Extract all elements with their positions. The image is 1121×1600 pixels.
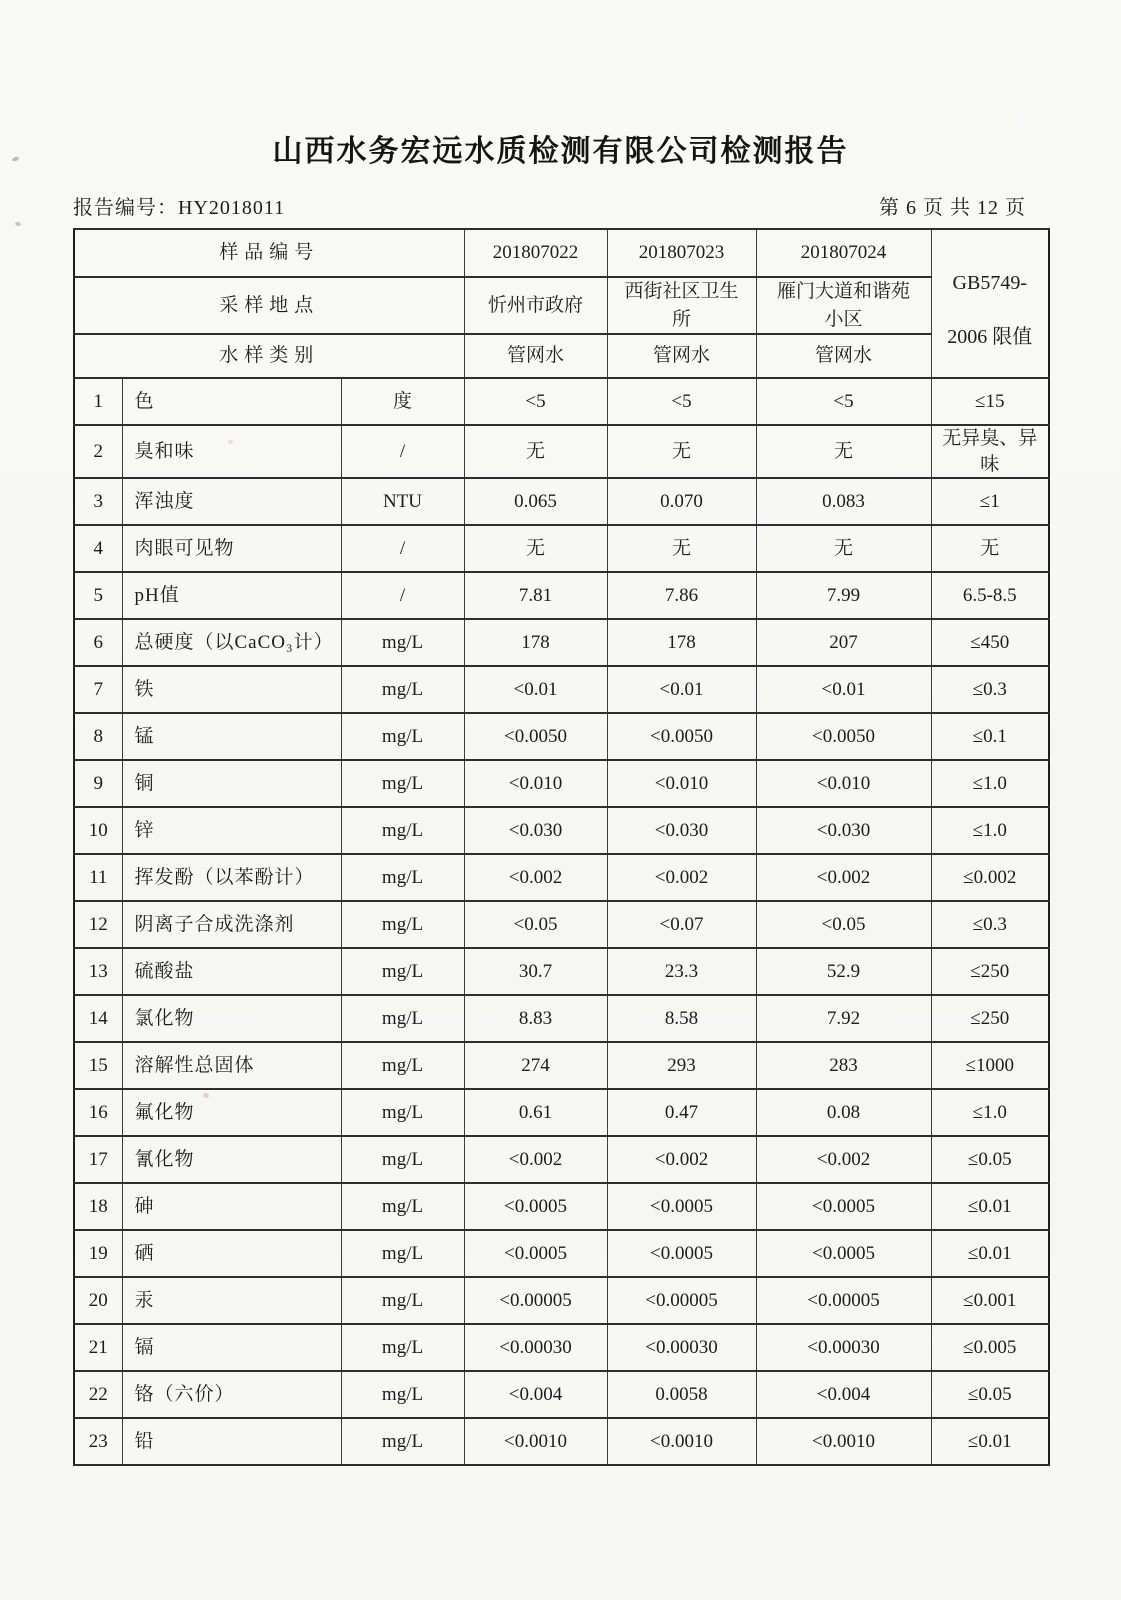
unit: mg/L	[341, 1042, 464, 1089]
results-table	[73, 228, 1050, 1466]
row-number: 8	[74, 713, 122, 760]
value-sample-3: <0.010	[756, 760, 931, 807]
value-sample-1: 0.065	[464, 478, 607, 525]
unit: mg/L	[341, 619, 464, 666]
table-row	[74, 1230, 1049, 1277]
value-sample-2: <0.07	[607, 901, 756, 948]
sample-no-1: 201807022	[464, 229, 607, 277]
value-sample-3: <0.002	[756, 854, 931, 901]
row-number: 15	[74, 1042, 122, 1089]
value-sample-3: <0.0005	[756, 1183, 931, 1230]
value-sample-2: <0.030	[607, 807, 756, 854]
limit-value: ≤1.0	[931, 1089, 1049, 1136]
item-name: 硒	[122, 1230, 341, 1277]
table-row	[74, 572, 1049, 619]
limit-value: ≤0.3	[931, 666, 1049, 713]
value-sample-1: <0.00030	[464, 1324, 607, 1371]
limit-header-line2: 2006 限值	[947, 326, 1033, 349]
limit-value: 无	[931, 525, 1049, 572]
unit: mg/L	[341, 713, 464, 760]
item-name: 汞	[122, 1277, 341, 1324]
value-sample-3: <0.00005	[756, 1277, 931, 1324]
sampling-site-label: 采样地点	[74, 277, 464, 334]
value-sample-2: <0.0005	[607, 1183, 756, 1230]
value-sample-2: 8.58	[607, 995, 756, 1042]
limit-value: ≤0.3	[931, 901, 1049, 948]
value-sample-2: 178	[607, 619, 756, 666]
row-number: 20	[74, 1277, 122, 1324]
value-sample-2: 无	[607, 425, 756, 478]
table-row	[74, 854, 1049, 901]
row-number: 14	[74, 995, 122, 1042]
unit: mg/L	[341, 666, 464, 713]
value-sample-1: <0.01	[464, 666, 607, 713]
row-number: 3	[74, 478, 122, 525]
row-number: 9	[74, 760, 122, 807]
limit-value: ≤0.005	[931, 1324, 1049, 1371]
row-number: 17	[74, 1136, 122, 1183]
value-sample-3: <0.0010	[756, 1418, 931, 1465]
unit: mg/L	[341, 1418, 464, 1465]
limit-value: ≤1.0	[931, 760, 1049, 807]
limit-value: ≤15	[931, 378, 1049, 425]
report-meta	[73, 191, 1048, 220]
limit-value: ≤0.01	[931, 1230, 1049, 1277]
unit: mg/L	[341, 948, 464, 995]
item-name: 阴离子合成洗涤剂	[122, 901, 341, 948]
value-sample-2: <0.002	[607, 854, 756, 901]
limit-value: ≤0.05	[931, 1136, 1049, 1183]
unit: mg/L	[341, 807, 464, 854]
item-name: 总硬度（以CaCO₃计）	[122, 619, 341, 666]
limit-value: 无异臭、异味	[931, 425, 1049, 478]
limit-header	[931, 229, 1049, 378]
row-number: 10	[74, 807, 122, 854]
limit-value: ≤1000	[931, 1042, 1049, 1089]
row-number: 6	[74, 619, 122, 666]
row-number: 12	[74, 901, 122, 948]
limit-value: ≤1	[931, 478, 1049, 525]
page-title: 山西水务宏远水质检测有限公司检测报告	[272, 135, 849, 168]
value-sample-1: <5	[464, 378, 607, 425]
unit: mg/L	[341, 995, 464, 1042]
unit: mg/L	[341, 901, 464, 948]
item-name: 臭和味	[122, 425, 341, 478]
value-sample-1: <0.0005	[464, 1230, 607, 1277]
sampling-site-1: 忻州市政府	[464, 277, 607, 334]
sampling-site-2: 西街社区卫生所	[607, 277, 756, 334]
header-row-sample-no	[74, 229, 1049, 277]
value-sample-3: <0.004	[756, 1371, 931, 1418]
unit: mg/L	[341, 1371, 464, 1418]
unit: /	[341, 425, 464, 478]
limit-value: ≤0.01	[931, 1418, 1049, 1465]
item-name: pH值	[122, 572, 341, 619]
limit-value: ≤250	[931, 995, 1049, 1042]
report-number: 报告编号：HY2018011	[73, 197, 286, 219]
sampling-site-3: 雁门大道和谐苑小区	[756, 277, 931, 334]
item-name: 铅	[122, 1418, 341, 1465]
table-row	[74, 760, 1049, 807]
table-row	[74, 1089, 1049, 1136]
value-sample-1: <0.05	[464, 901, 607, 948]
value-sample-1: 无	[464, 425, 607, 478]
table-row	[74, 1324, 1049, 1371]
value-sample-3: <0.030	[756, 807, 931, 854]
value-sample-3: <0.0005	[756, 1230, 931, 1277]
limit-value: ≤0.01	[931, 1183, 1049, 1230]
value-sample-1: 7.81	[464, 572, 607, 619]
value-sample-1: <0.0005	[464, 1183, 607, 1230]
unit: mg/L	[341, 760, 464, 807]
value-sample-1: 无	[464, 525, 607, 572]
row-number: 18	[74, 1183, 122, 1230]
value-sample-1: <0.0050	[464, 713, 607, 760]
row-number: 16	[74, 1089, 122, 1136]
value-sample-3: 52.9	[756, 948, 931, 995]
value-sample-2: <0.0050	[607, 713, 756, 760]
table-row	[74, 1042, 1049, 1089]
row-number: 5	[74, 572, 122, 619]
value-sample-2: 293	[607, 1042, 756, 1089]
row-number: 11	[74, 854, 122, 901]
value-sample-1: <0.004	[464, 1371, 607, 1418]
table-row	[74, 1183, 1049, 1230]
item-name: 肉眼可见物	[122, 525, 341, 572]
item-name: 浑浊度	[122, 478, 341, 525]
unit: /	[341, 525, 464, 572]
value-sample-1: <0.030	[464, 807, 607, 854]
row-number: 19	[74, 1230, 122, 1277]
unit: NTU	[341, 478, 464, 525]
value-sample-3: 207	[756, 619, 931, 666]
table-row	[74, 1136, 1049, 1183]
unit: mg/L	[341, 1324, 464, 1371]
value-sample-2: 0.0058	[607, 1371, 756, 1418]
value-sample-1: 178	[464, 619, 607, 666]
value-sample-1: 8.83	[464, 995, 607, 1042]
item-name: 挥发酚（以苯酚计）	[122, 854, 341, 901]
limit-value: ≤0.05	[931, 1371, 1049, 1418]
sample-no-2: 201807023	[607, 229, 756, 277]
value-sample-3: 0.083	[756, 478, 931, 525]
item-name: 氰化物	[122, 1136, 341, 1183]
table-row	[74, 525, 1049, 572]
table-row	[74, 995, 1049, 1042]
limit-header-line1: GB5749-	[952, 272, 1027, 295]
header-row-sampling-site	[74, 277, 1049, 334]
row-number: 23	[74, 1418, 122, 1465]
value-sample-1: 30.7	[464, 948, 607, 995]
row-number: 7	[74, 666, 122, 713]
value-sample-2: <0.00005	[607, 1277, 756, 1324]
value-sample-2: 23.3	[607, 948, 756, 995]
value-sample-1: <0.00005	[464, 1277, 607, 1324]
value-sample-3: <0.0050	[756, 713, 931, 760]
row-number: 13	[74, 948, 122, 995]
limit-value: ≤450	[931, 619, 1049, 666]
row-number: 1	[74, 378, 122, 425]
results-body	[74, 378, 1049, 1465]
value-sample-1: <0.0010	[464, 1418, 607, 1465]
unit: mg/L	[341, 1277, 464, 1324]
value-sample-2: 7.86	[607, 572, 756, 619]
table-row	[74, 666, 1049, 713]
value-sample-1: <0.002	[464, 1136, 607, 1183]
limit-value: ≤0.001	[931, 1277, 1049, 1324]
sample-no-3: 201807024	[756, 229, 931, 277]
value-sample-3: <0.00030	[756, 1324, 931, 1371]
unit: mg/L	[341, 1230, 464, 1277]
value-sample-3: <5	[756, 378, 931, 425]
value-sample-2: <5	[607, 378, 756, 425]
item-name: 铁	[122, 666, 341, 713]
row-number: 21	[74, 1324, 122, 1371]
table-row	[74, 948, 1049, 995]
item-name: 铜	[122, 760, 341, 807]
value-sample-2: <0.01	[607, 666, 756, 713]
item-name: 色	[122, 378, 341, 425]
table-row	[74, 1371, 1049, 1418]
unit: mg/L	[341, 1183, 464, 1230]
value-sample-1: 0.61	[464, 1089, 607, 1136]
value-sample-2: 无	[607, 525, 756, 572]
item-name: 溶解性总固体	[122, 1042, 341, 1089]
limit-value: ≤250	[931, 948, 1049, 995]
row-number: 4	[74, 525, 122, 572]
value-sample-3: 0.08	[756, 1089, 931, 1136]
table-row	[74, 713, 1049, 760]
item-name: 氟化物	[122, 1089, 341, 1136]
sample-type-1: 管网水	[464, 334, 607, 378]
value-sample-2: <0.00030	[607, 1324, 756, 1371]
item-name: 锰	[122, 713, 341, 760]
unit: mg/L	[341, 1136, 464, 1183]
table-row	[74, 478, 1049, 525]
row-number: 22	[74, 1371, 122, 1418]
value-sample-2: <0.0005	[607, 1230, 756, 1277]
value-sample-3: 283	[756, 1042, 931, 1089]
unit: mg/L	[341, 1089, 464, 1136]
value-sample-3: 7.92	[756, 995, 931, 1042]
header-row-sample-type	[74, 334, 1049, 378]
item-name: 锌	[122, 807, 341, 854]
value-sample-3: <0.002	[756, 1136, 931, 1183]
value-sample-1: <0.002	[464, 854, 607, 901]
sample-no-label: 样品编号	[74, 229, 464, 277]
table-row	[74, 378, 1049, 425]
limit-value: ≤1.0	[931, 807, 1049, 854]
sample-type-label: 水样类别	[74, 334, 464, 378]
table-row	[74, 807, 1049, 854]
limit-value: ≤0.002	[931, 854, 1049, 901]
page-indicator: 第 6 页 共 12 页	[879, 197, 1026, 219]
limit-value: 6.5-8.5	[931, 572, 1049, 619]
value-sample-1: 274	[464, 1042, 607, 1089]
table-row	[74, 425, 1049, 478]
unit: /	[341, 572, 464, 619]
value-sample-2: 0.47	[607, 1089, 756, 1136]
table-row	[74, 901, 1049, 948]
value-sample-3: <0.05	[756, 901, 931, 948]
item-name: 硫酸盐	[122, 948, 341, 995]
item-name: 镉	[122, 1324, 341, 1371]
scan-artifact	[15, 221, 22, 226]
item-name: 氯化物	[122, 995, 341, 1042]
value-sample-3: 无	[756, 425, 931, 478]
sample-type-3: 管网水	[756, 334, 931, 378]
unit: 度	[341, 378, 464, 425]
table-row	[74, 1418, 1049, 1465]
item-name: 铬（六价）	[122, 1371, 341, 1418]
value-sample-2: <0.002	[607, 1136, 756, 1183]
value-sample-2: <0.010	[607, 760, 756, 807]
value-sample-3: 7.99	[756, 572, 931, 619]
table-row	[74, 1277, 1049, 1324]
table-row	[74, 619, 1049, 666]
unit: mg/L	[341, 854, 464, 901]
value-sample-2: 0.070	[607, 478, 756, 525]
value-sample-3: 无	[756, 525, 931, 572]
value-sample-1: <0.010	[464, 760, 607, 807]
item-name: 砷	[122, 1183, 341, 1230]
value-sample-2: <0.0010	[607, 1418, 756, 1465]
limit-value: ≤0.1	[931, 713, 1049, 760]
sample-type-2: 管网水	[607, 334, 756, 378]
value-sample-3: <0.01	[756, 666, 931, 713]
row-number: 2	[74, 425, 122, 478]
limit-header-text	[936, 256, 1045, 351]
